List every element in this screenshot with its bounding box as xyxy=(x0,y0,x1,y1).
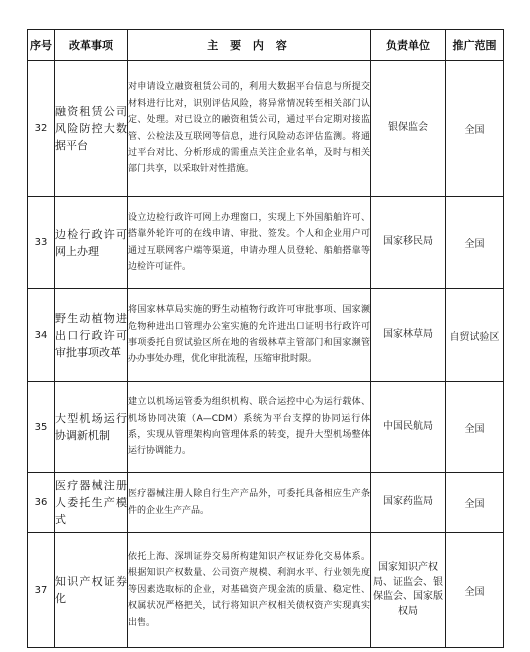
reform-items-table xyxy=(27,29,504,648)
promotion-scope: 全国 xyxy=(446,61,504,197)
row-number: 37 xyxy=(28,533,55,648)
promotion-scope: 全国 xyxy=(446,382,504,473)
header-item: 改革事项 xyxy=(55,30,128,61)
header-content: 主 要 内 容 xyxy=(128,30,371,61)
responsible-unit: 国家知识产权局、证监会、银保监会、国家版权局 xyxy=(371,533,446,648)
header-scope: 推广范围 xyxy=(446,30,504,61)
main-content: 设立边检行政许可网上办理窗口，实现上下外国船舶许可、搭靠外轮许可的在线申请、审批、签发。个人和企业用户可通过互联网客户端等渠道，申请办理人员登轮、船舶搭靠等边检许可证件。 xyxy=(128,197,371,289)
header-no: 序号 xyxy=(28,30,55,61)
main-content: 将国家林草局实施的野生动植物行政许可审批事项、国家濒危物种进出口管理办公室实施的允许进出口证明书行政许可事项委托自贸试验区所在地的省级林草主管部门和国家濒管办办事处办理，优化审批流程，压缩审批时限。 xyxy=(128,289,371,382)
promotion-scope: 全国 xyxy=(446,473,504,533)
table-header-row xyxy=(28,30,504,61)
table-row xyxy=(28,533,504,648)
reform-item: 野生动植物进出口行政许可审批事项改革 xyxy=(55,289,128,382)
reform-item: 知识产权证券化 xyxy=(55,533,128,648)
responsible-unit: 中国民航局 xyxy=(371,382,446,473)
row-number: 33 xyxy=(28,197,55,289)
reform-item: 医疗器械注册人委托生产模式 xyxy=(55,473,128,533)
row-number: 34 xyxy=(28,289,55,382)
responsible-unit: 银保监会 xyxy=(371,61,446,197)
promotion-scope: 全国 xyxy=(446,533,504,648)
row-number: 36 xyxy=(28,473,55,533)
table-row xyxy=(28,289,504,382)
row-number: 35 xyxy=(28,382,55,473)
responsible-unit: 国家移民局 xyxy=(371,197,446,289)
responsible-unit: 国家药监局 xyxy=(371,473,446,533)
reform-item: 大型机场运行协调新机制 xyxy=(55,382,128,473)
promotion-scope: 自贸试验区 xyxy=(446,289,504,382)
main-content: 医疗器械注册人除自行生产产品外，可委托具备相应生产条件的企业生产产品。 xyxy=(128,473,371,533)
main-content: 对申请设立融资租赁公司的，利用大数据平台信息与所提交材料进行比对，识别评估风险，将异常情况转至相关部门认定、处理。对已设立的融资租赁公司，通过平台定期对接监管、公检法及互联网等信息，进行风险动态评估监测。将通过平台对比、分析形成的需重点关注企业名单，及时与相关部门共享，以采取针对性措施。 xyxy=(128,61,371,197)
table-row xyxy=(28,382,504,473)
reform-item: 边检行政许可网上办理 xyxy=(55,197,128,289)
reform-item: 融资租赁公司风险防控大数据平台 xyxy=(55,61,128,197)
table-row xyxy=(28,473,504,533)
main-content: 建立以机场运管委为组织机构、联合运控中心为运行载体、机场协同决策（A—CDM）系统为平台支撑的协同运行体系，实现从管理架构向管理体系的转变，提升大型机场整体运行协调能力。 xyxy=(128,382,371,473)
promotion-scope: 全国 xyxy=(446,197,504,289)
main-content: 依托上海、深圳证券交易所构建知识产权证券化交易体系。根据知识产权数量、公司资产规模、利润水平、行业领先度等因素选取标的企业，对基础资产现金流的质量、稳定性、权属状况严格把关，试行将知识产权相关债权资产实现真实出售。 xyxy=(128,533,371,648)
responsible-unit: 国家林草局 xyxy=(371,289,446,382)
header-unit: 负责单位 xyxy=(371,30,446,61)
row-number: 32 xyxy=(28,61,55,197)
table-row xyxy=(28,197,504,289)
table-row xyxy=(28,61,504,197)
